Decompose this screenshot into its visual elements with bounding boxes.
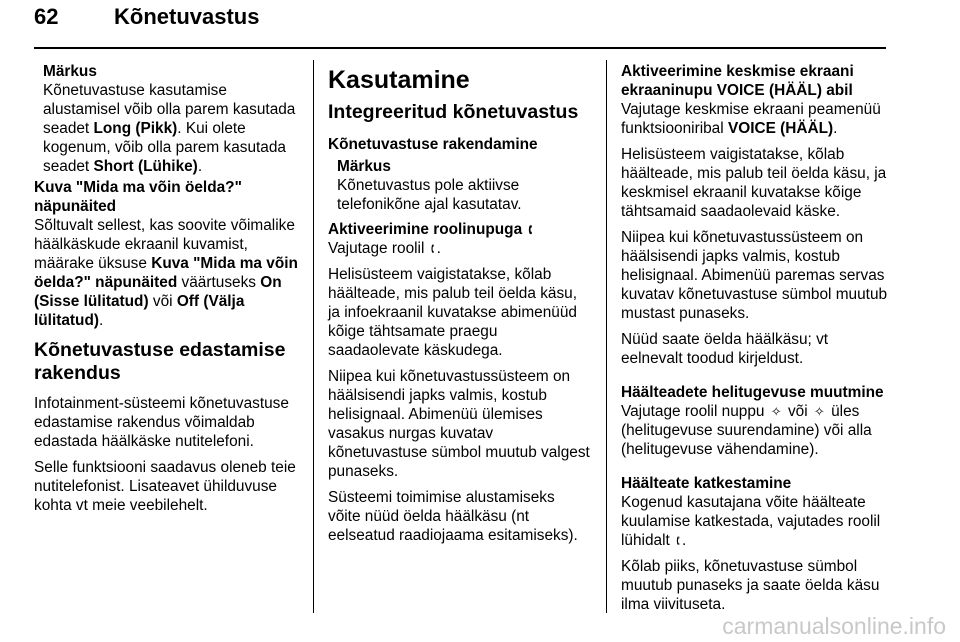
paragraph: Süsteemi toimimise alustamiseks võite nüüd öelda häälkäsu (nt eelseatud raadiojaama esitamiseks). (328, 489, 578, 544)
note-text: Kõnetuvastuse kasutamise alustamisel võib olla parem kasutada seadet Long (Pikk). Kui olete kogenum, võib olla parem kasutada seadet Short (Lühike). (43, 82, 296, 175)
voice-control-icon: 🕻 (430, 241, 435, 256)
main-heading: Kasutamine (328, 66, 470, 94)
paragraph: Selle funktsiooni saadavus oleneb teie nutitelefonist. Lisateavet ühilduvuse kohta vt meie veebilehelt. (34, 459, 296, 514)
heading-interrupt: Häälteate katkestamine (621, 475, 792, 492)
paragraph: Kogenud kasutajana võite häälteate kuulamise katkestada, vajutades roolil lühidalt 🕻 . (621, 494, 881, 549)
note-box (34, 62, 302, 176)
watermark: carmanualsonline.info (722, 613, 946, 639)
paragraph: Infotainment-süsteemi kõnetuvastuse edastamise rakendus võimaldab edastada häälkäske nutitelefoni. (34, 395, 289, 450)
volume-rocker-icon: ✧ (813, 404, 825, 419)
wheel-text: Vajutage roolil 🕻 . (328, 240, 441, 257)
heading-volume: Häälteadete helitugevuse muutmine (621, 384, 884, 401)
paragraph: Kõlab piiks, kõnetuvastuse sümbol muutub punaseks ja saate öelda käsu ilma viivituseta. (621, 558, 880, 613)
note-title: Märkus (43, 63, 97, 80)
paragraph: Helisüsteem vaigistatakse, kõlab häälteade, mis palub teil öelda käsu, ja keskmisel ekraanil kuvatakse kõige tähtsamaid saadaolevaid käske. (621, 146, 887, 220)
wheel-heading: Aktiveerimine roolinupuga 🕻 (328, 221, 533, 238)
section-heading: Kõnetuvastuse edastamise rakendus (34, 339, 286, 384)
note-box (328, 157, 590, 214)
tips-heading: Kuva "Mida ma võin öelda?" näpunäited (34, 179, 242, 215)
page-number: 62 (34, 4, 59, 29)
volume-rocker-icon: ✧ (770, 404, 782, 419)
activation-heading: Kõnetuvastuse rakendamine (328, 136, 538, 153)
column-3 (621, 62, 889, 621)
voice-control-icon: 🕻 (528, 222, 533, 237)
page-header (34, 2, 886, 48)
tips-paragraph: Sõltuvalt sellest, kas soovite võimalike häälkäskude ekraanil kuvamist, määrake üksuse Kuva "Mida ma võin öelda?" näpunäited väärtuseks On (Sisse lülitatud) või Off (Välja lülitatud). (34, 217, 298, 329)
heading-voice-button: Aktiveerimine keskmise ekraani ekraaninupu VOICE (HÄÄL) abil (621, 63, 854, 99)
voice-control-icon: 🕻 (676, 533, 680, 548)
column-divider-2 (606, 60, 607, 613)
column-divider-1 (313, 60, 314, 613)
sub-heading: Integreeritud kõnetuvastus (328, 101, 579, 123)
column-2 (328, 62, 590, 552)
paragraph: Vajutage roolil nuppu ✧ või ✧ üles (helitugevuse suurendamine) või alla (helitugevuse vähendamine). (621, 403, 872, 458)
chapter-title: Kõnetuvastus (114, 4, 260, 29)
header-rule (34, 47, 886, 49)
note-text: Kõnetuvastus pole aktiivse telefonikõne ajal kasutatav. (337, 177, 522, 213)
paragraph: Helisüsteem vaigistatakse, kõlab häälteade, mis palub teil öelda käsu, ja infoekraanil kuvatakse abimenüüd kõige tähtsamate praegu saadaolevate käskudega. (328, 266, 577, 359)
note-title: Märkus (337, 158, 391, 175)
paragraph: Niipea kui kõnetuvastussüsteem on häälsisendi japks valmis, kostub helisignaal. Abimenüü paremas servas kuvatav kõnetuvastuse sümbol muutub mustast punaseks. (621, 229, 888, 322)
paragraph: Vajutage keskmise ekraani peamenüü funktsiooniribal VOICE (HÄÄL). (621, 101, 881, 137)
column-1 (34, 62, 302, 522)
paragraph: Niipea kui kõnetuvastussüsteem on häälsisendi japks valmis, kostub helisignaal. Abimenüü ülemises vasakus nurgas kuvatav kõnetuvastuse sümbol muutub valgest punaseks. (328, 368, 590, 480)
paragraph: Nüüd saate öelda häälkäsu; vt eelnevalt toodud kirjeldust. (621, 331, 829, 367)
